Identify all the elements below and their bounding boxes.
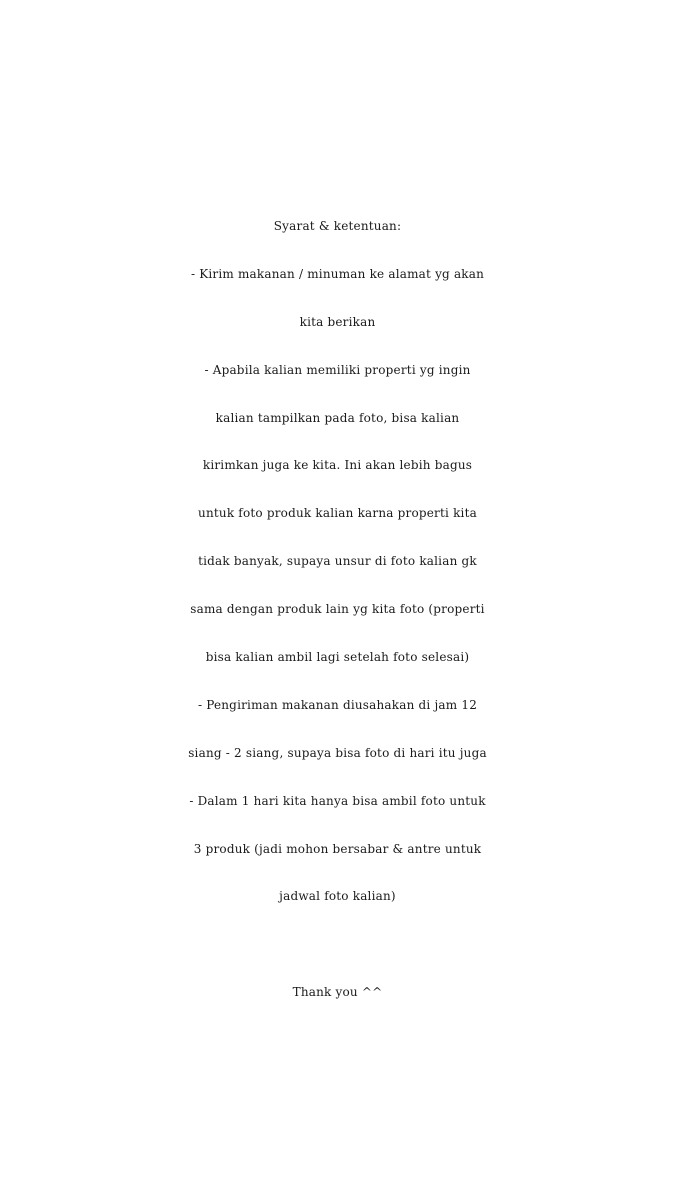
terms-heading: Syarat & ketentuan: [273, 219, 402, 233]
terms-line: untuk foto produk kalian karna properti kita [198, 506, 477, 521]
terms-line: sama dengan produk lain yg kita foto (properti [190, 602, 485, 617]
terms-line: 3 produk (jadi mohon bersabar & antre untuk [193, 841, 482, 856]
terms-line: - Apabila kalian memiliki properti yg ingin [204, 362, 471, 377]
terms-line: - Kirim makanan / minuman ke alamat yg akan [190, 266, 485, 281]
terms-line: kita berikan [299, 314, 376, 329]
terms-line: siang - 2 siang, supaya bisa foto di hari itu juga [188, 745, 487, 760]
terms-line: tidak banyak, supaya unsur di foto kalian gk [198, 554, 477, 569]
closing-text: Thank you ^^ [292, 985, 383, 1000]
terms-line: jadwal foto kalian) [279, 889, 396, 904]
terms-line: - Dalam 1 hari kita hanya bisa ambil foto untuk [189, 793, 486, 808]
terms-line: - Pengiriman makanan diusahakan di jam 12 [197, 697, 478, 712]
terms-line: kirimkan juga ke kita. Ini akan lebih bagus [202, 458, 473, 473]
story-text-block [0, 204, 675, 1018]
terms-line: kalian tampilkan pada foto, bisa kalian [215, 410, 460, 425]
terms-line: bisa kalian ambil lagi setelah foto selesai) [205, 650, 470, 665]
spacer [0, 922, 675, 970]
